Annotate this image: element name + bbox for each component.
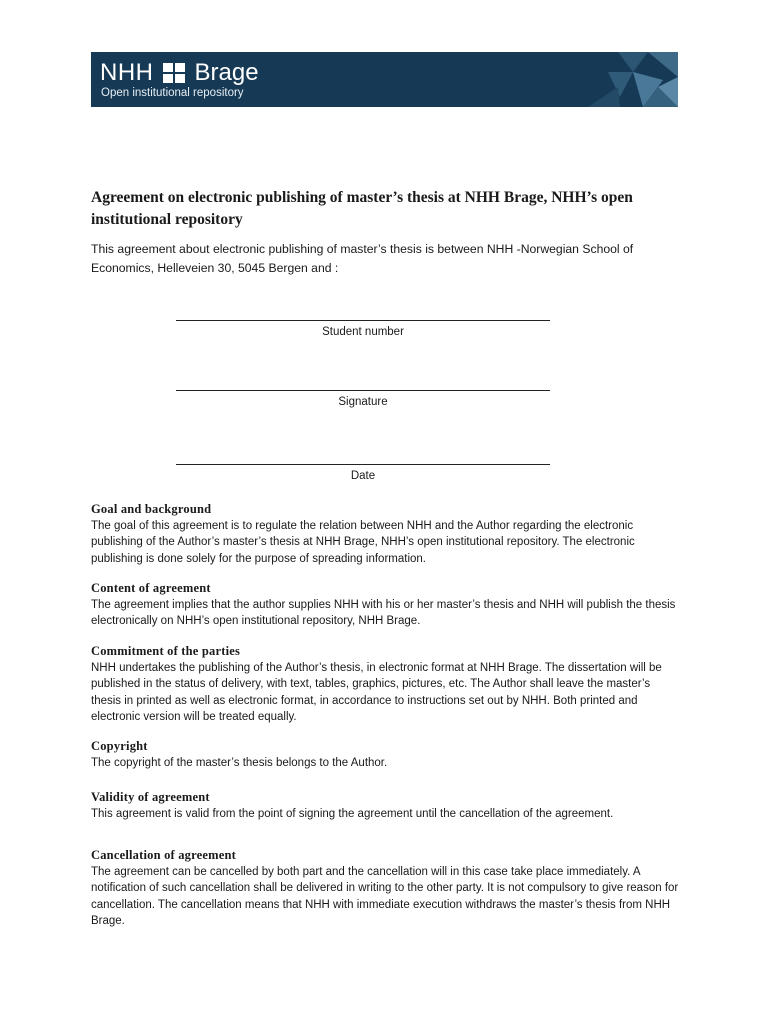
section-cancellation-of-agreement	[91, 847, 681, 930]
section-text: NHH undertakes the publishing of the Author’s thesis, in electronic format at NHH Brage. The dissertation will be published in the status of delivery, with text, tables, graphics, pictures, etc. The Author shall leave the master’s thesis in printed as well as electronic format, in accordance to instructions set out by NHH. Both printed and electronic version will be treated equally.	[91, 662, 662, 724]
signature-line	[176, 390, 550, 391]
triangle-pattern-decoration	[588, 52, 678, 107]
section-heading: Validity of agreement	[91, 790, 210, 804]
section-heading: Commitment of the parties	[91, 644, 241, 658]
signature-label: Signature	[338, 396, 388, 408]
banner-subtitle: Open institutional repository	[101, 87, 244, 99]
signature-field	[176, 390, 550, 408]
logo-brage-text: Brage	[194, 59, 259, 86]
section-text: The goal of this agreement is to regulate the relation between NHH and the Author regarding the electronic publishing of the Author’s master’s thesis at NHH Brage, NHH’s open institutional repository. The electronic publishing is done solely for the purpose of spreading information.	[91, 520, 635, 565]
section-heading: Copyright	[91, 739, 148, 753]
repository-banner	[91, 52, 678, 107]
nhh-emblem-icon	[163, 63, 185, 83]
date-line	[176, 464, 550, 465]
student-number-field	[176, 320, 550, 338]
section-copyright	[91, 738, 681, 771]
section-content-of-agreement	[91, 580, 681, 630]
section-heading: Goal and background	[91, 502, 212, 516]
agreement-intro: This agreement about electronic publishing of master’s thesis is between NHH -Norwegian School of Economics, Helleveien 30, 5045 Bergen and :	[91, 242, 634, 275]
section-validity-of-agreement	[91, 789, 681, 822]
student-number-label: Student number	[322, 326, 404, 338]
date-field	[176, 464, 550, 482]
agreement-title: Agreement on electronic publishing of master’s thesis at NHH Brage, NHH’s open institutional repository	[91, 189, 633, 228]
section-heading: Cancellation of agreement	[91, 848, 237, 862]
section-text: The copyright of the master’s thesis belongs to the Author.	[91, 757, 388, 769]
section-text: This agreement is valid from the point of signing the agreement until the cancellation of the agreement.	[91, 808, 614, 820]
section-text: The agreement can be cancelled by both part and the cancellation will in this case take place immediately. A notification of such cancellation shall be delivered in writing to the other party. It is not compulsory to give reason for cancellation. The cancellation means that NHH with immediate execution withdraws the master’s thesis from NHH Brage.	[91, 866, 679, 928]
section-text: The agreement implies that the author supplies NHH with his or her master’s thesis and NHH will publish the thesis electronically on NHH’s open institutional repository, NHH Brage.	[91, 599, 676, 628]
section-heading: Content of agreement	[91, 581, 211, 595]
date-label: Date	[350, 470, 376, 482]
section-goal-and-background	[91, 501, 681, 567]
nhh-brage-logo	[100, 60, 259, 86]
student-number-line	[176, 320, 550, 321]
section-commitment-of-the-parties	[91, 643, 681, 726]
logo-nhh-text: NHH	[100, 59, 154, 86]
